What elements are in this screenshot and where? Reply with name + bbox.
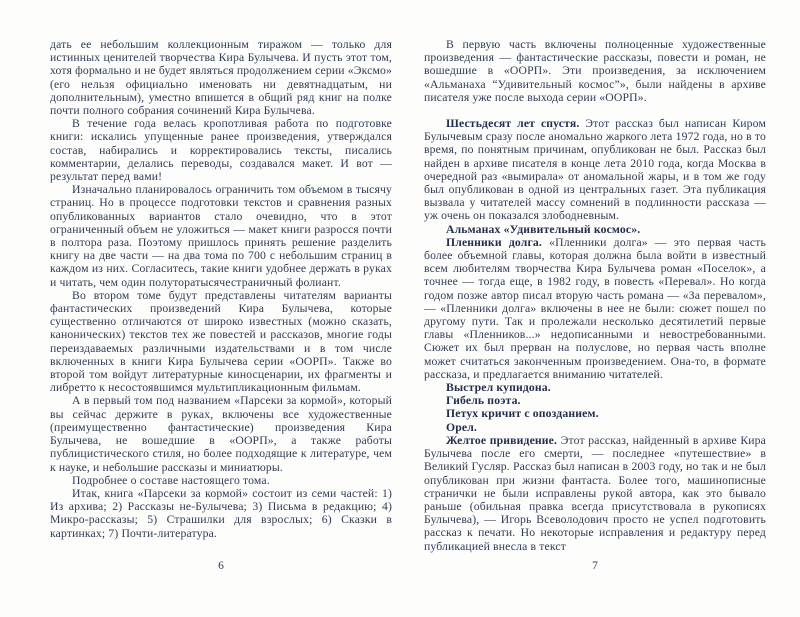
page-number-left: 6 <box>218 560 224 572</box>
text-run: А в первый том под названием «Парсеки за кормой», который вы сейчас держите в руках, включены все художественные (преимущественно фантастические) произведения Кира Булычева, не вошедшие в «ООРП», а также работы публицистического стиля, но более подходящие к литературе, чем к науке, и небольшие рассказы и миниатюры. <box>50 394 392 474</box>
paragraph <box>424 407 766 420</box>
paragraph <box>424 38 766 104</box>
text-run: В течение года велась кропотливая работа по подготовке книги: искались упущенные ранее произведения, утверждался состав, набирались и корректировались тексты, писались комментарии, делались переводы, создавался макет. И вот — результат перед вами! <box>50 117 392 184</box>
text-run: Этот рассказ, найденный в архиве Кира Булычева после его смерти, — последнее «путешествие» в Великий Гусляр. Рассказ был написан в 2003 году, но так и не был опубликован при жизни фантаста. Более того, машинописные странички не были исправлены рукой автора, как это бывало раньше (обильная правка всегда присутствовала в рукописях Булычева), — Игорь Всеволодович просто не успел подготовить рассказ к печати. Но некоторые исправления и редактуру перед публикацией внесла в текст <box>424 433 766 553</box>
paragraph <box>424 381 766 394</box>
paragraph <box>50 183 392 289</box>
text-run: Этот рассказ был написан Киром Булычевым сразу после аномально жаркого лета 1972 года, но в то время, по понятным причинам, опубликован не был. Рассказ был найден в архиве писателя в конце лета 2010 года, когда Москва в очередной раз «вымирала» от аномальной жары, и в том же году был опубликован в одной из центральных газет. Эта публикация вызвала у читателей массу сомнений в подлинности рассказа — уж очень он показался злободневным. <box>424 117 766 223</box>
text-run: В первую часть включены полноценные художественные произведения — фантастические рассказы, повести и роман, не вошедшие в «ООРП». Эти произведения, за исключением «Альманаха “Удивительный космос”», были найдены в архиве писателя уже после выхода серии «ООРП». <box>424 38 766 104</box>
paragraph <box>424 236 766 381</box>
paragraph <box>50 487 392 540</box>
text-run: Итак, книга «Парсеки за кормой» состоит из семи частей: 1) Из архива; 2) Рассказы не-Булычева; 3) Письма в редакцию; 4) Микро-рассказы; 5) Страшилки для взрослых; 6) Сказки в картинках; 7) Почти-литература. <box>50 486 392 540</box>
bold-text-run: Петух кричит с опозданием. <box>446 407 599 421</box>
text-run: «Пленники долга» — это первая часть более объемной главы, которая должна была войти в известный всем любителям творчества Кира Булычева роман «Поселок», а точнее — тогда еще, в 1982 году, в повесть «Перевал». Но когда годом позже автор писал вторую часть романа — «За перевалом», — «Пленники долга» включены в нее не были: сюжет пошел по другому пути. Так и пролежали несколько десятилетий первые главы «Пленников...» недописанными и невостребованными. Сюжет их был прерван на полуслове, но первая часть вполне может считаться законченным произведением. Она-то, в формате рассказа, и предлагается вниманию читателей. <box>424 235 766 381</box>
paragraph <box>50 394 392 473</box>
text-run: Подробнее о составе настоящего тома. <box>72 473 270 487</box>
page-right <box>424 0 766 617</box>
bold-text-run: Пленники долга. <box>446 235 542 249</box>
text-run: дать ее небольшим коллекционным тиражом — только для истинных ценителей творчества Кира Булычева. И пусть этот том, хотя формально и не будет являться продолжением серии «Эксмо» (его нельзя официально именовать ни девятнадцатым, ни дополнительным), уместно впишется в общий ряд книг на полке почти полного собрания сочинений Кира Булычева. <box>50 38 392 118</box>
paragraph <box>424 223 766 236</box>
bold-text-run: Гибель поэта. <box>446 394 521 408</box>
paragraph <box>424 394 766 407</box>
paragraph <box>424 421 766 434</box>
page-right-text-block <box>424 0 766 553</box>
text-run: Изначально планировалось ограничить том объемом в тысячу страниц. Но в процессе подготовки текстов и сравнения разных опубликованных вариантов стало очевидно, что в этот ограниченный объем не уложиться — макет книги разросся почти в полтора раза. Поэтому пришлось принять решение разделить книгу на две части — на два тома по 700 с небольшим страниц в каждом из них. Согласитесь, такие книги удобнее держать в руках и читать, чем один полуторатысячестраничный фолиант. <box>50 183 392 289</box>
bold-text-run: Шестьдесят лет спустя. <box>446 117 580 131</box>
bold-text-run: Альманах «Удивительный космос». <box>446 222 641 236</box>
bold-text-run: Желтое привидение. <box>446 433 558 447</box>
bold-text-run: Орел. <box>446 420 478 434</box>
paragraph <box>424 117 766 223</box>
paragraph <box>50 474 392 487</box>
bold-text-run: Выстрел купидона. <box>446 381 551 395</box>
text-run: Во втором томе будут представлены читателям варианты фантастических произведений Кира Булычева, которые существенно отличаются от широко известных (можно сказать, канонических) текстов тех же повестей и рассказов, многие годы переиздаваемых различными издательствами и в том числе включенных в книги Кира Булычева серии «ООРП». Также во второй том войдут литературные киносценарии, их фрагменты и либретто к несостоявшимся мультипликационным фильмам. <box>50 288 392 395</box>
paragraph <box>50 289 392 395</box>
page-number-right: 7 <box>592 560 598 572</box>
paragraph <box>50 38 392 117</box>
paragraph <box>424 434 766 553</box>
page-left <box>50 0 392 617</box>
page-left-text-block <box>50 0 392 540</box>
paragraph <box>50 117 392 183</box>
